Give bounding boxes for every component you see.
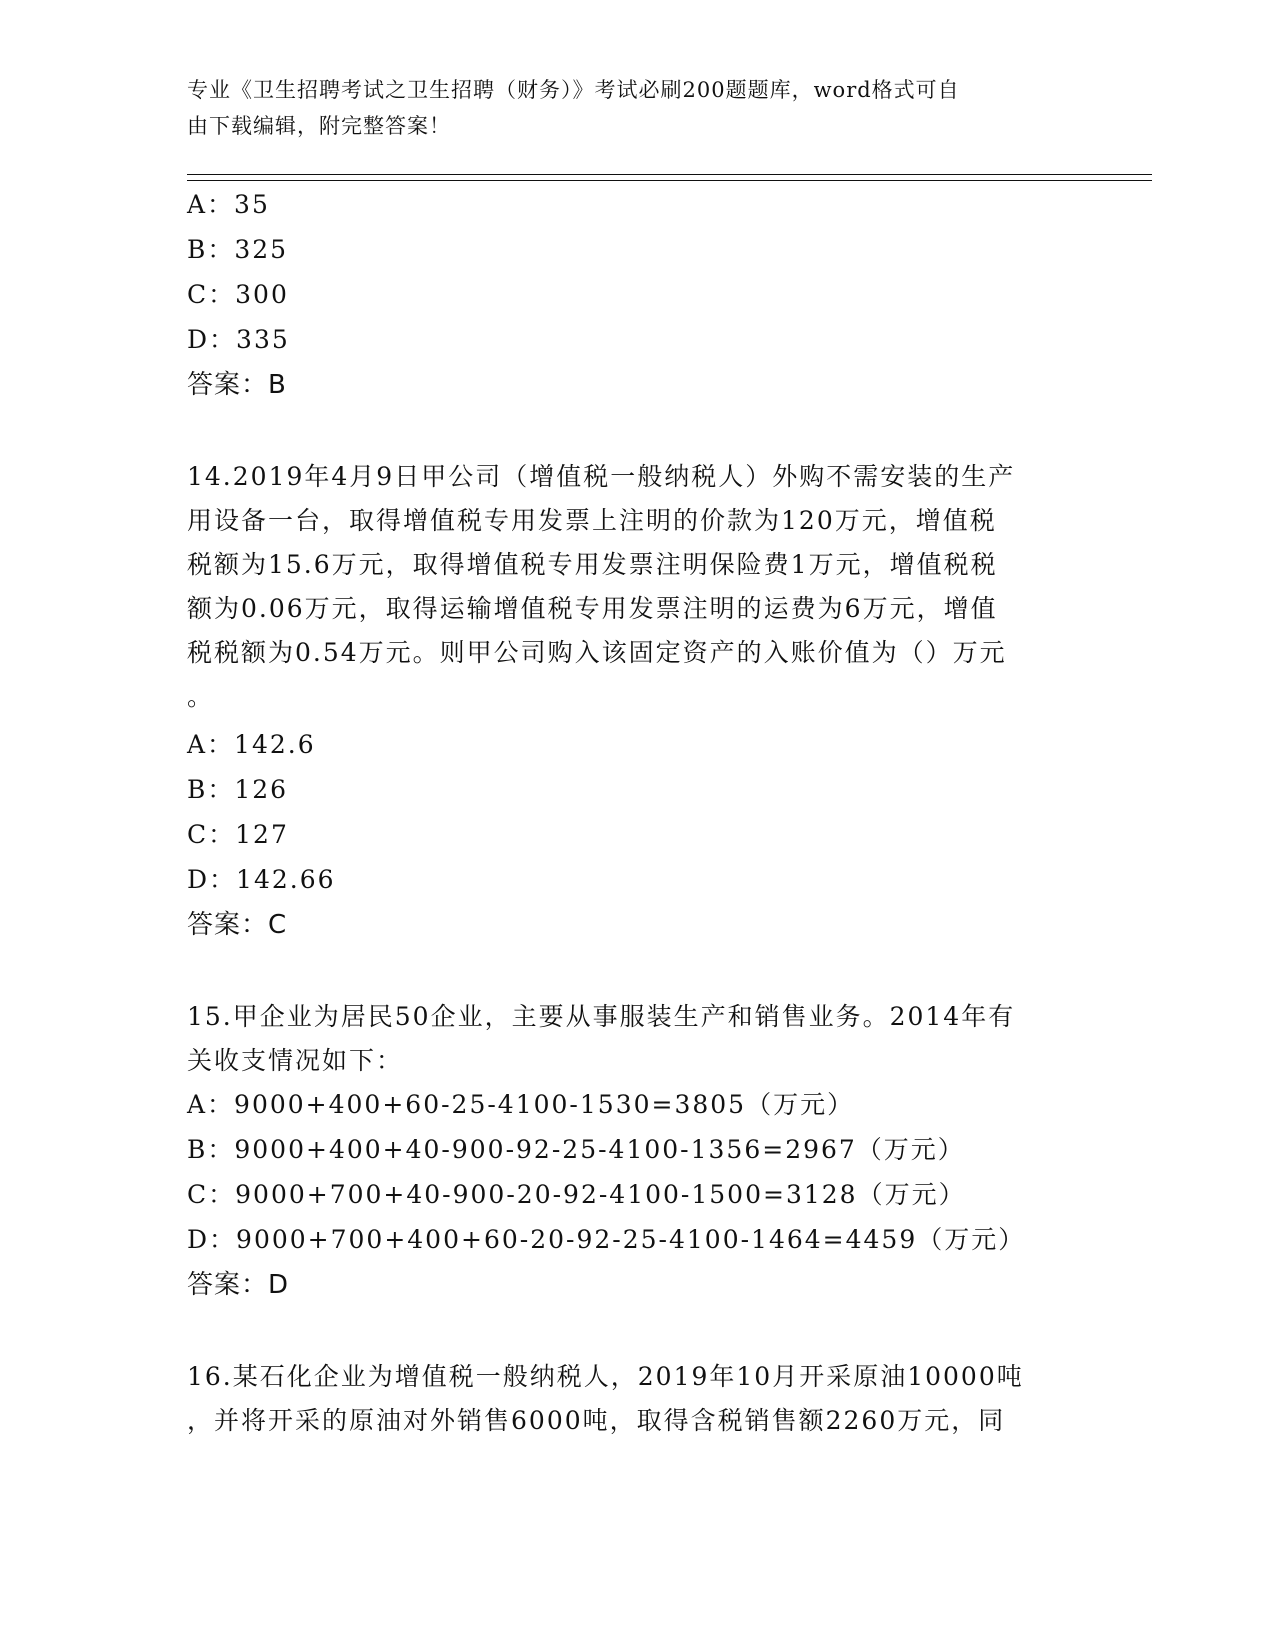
q15-option-b: B：9000+400+40-900-92-25-4100-1356=2967（万元） bbox=[187, 1135, 965, 1164]
q13-option-b: B：325 bbox=[187, 235, 289, 264]
header-line-1: 专业《卫生招聘考试之卫生招聘（财务）》考试必刷200题题库，word格式可自 bbox=[187, 78, 960, 102]
q14-option-c: C：127 bbox=[187, 820, 289, 849]
q15-option-a: A：9000+400+60-25-4100-1530=3805（万元） bbox=[187, 1090, 855, 1119]
q15-option-d: D：9000+700+400+60-20-92-25-4100-1464=4459（万元） bbox=[187, 1225, 1026, 1254]
q14-text-line-6: 。 bbox=[187, 682, 215, 711]
q14-answer: 答案：C bbox=[187, 910, 288, 940]
q13-option-a: A：35 bbox=[187, 190, 270, 219]
q15-answer: 答案：D bbox=[187, 1270, 290, 1300]
header-rule-top bbox=[187, 174, 1152, 175]
q16-text-line-2: ，并将开采的原油对外销售6000吨，取得含税销售额2260万元，同 bbox=[187, 1406, 1006, 1435]
q14-text-line-4: 额为0.06万元，取得运输增值税专用发票注明的运费为6万元，增值 bbox=[187, 594, 998, 623]
q14-option-b: B：126 bbox=[187, 775, 289, 804]
header-line-2: 由下载编辑，附完整答案！ bbox=[187, 114, 451, 138]
q14-text-line-1: 14.2019年4月9日甲公司（增值税一般纳税人）外购不需安装的生产 bbox=[187, 462, 1016, 491]
q13-answer: 答案：B bbox=[187, 370, 287, 400]
q14-text-line-3: 税额为15.6万元，取得增值税专用发票注明保险费1万元，增值税税 bbox=[187, 550, 998, 579]
q15-text-line-2: 关收支情况如下： bbox=[187, 1046, 404, 1075]
header-rule-bottom bbox=[187, 180, 1152, 181]
q14-text-line-2: 用设备一台，取得增值税专用发票上注明的价款为120万元，增值税 bbox=[187, 506, 997, 535]
q14-option-d: D：142.66 bbox=[187, 865, 336, 894]
q15-option-c: C：9000+700+40-900-20-92-4100-1500=3128（万元） bbox=[187, 1180, 966, 1209]
q15-text-line-1: 15.甲企业为居民50企业，主要从事服装生产和销售业务。2014年有 bbox=[187, 1002, 1016, 1031]
q14-text-line-5: 税税额为0.54万元。则甲公司购入该固定资产的入账价值为（）万元 bbox=[187, 638, 1007, 667]
q13-option-d: D：335 bbox=[187, 325, 290, 354]
document-header bbox=[187, 72, 1067, 144]
q16-text-line-1: 16.某石化企业为增值税一般纳税人，2019年10月开采原油10000吨 bbox=[187, 1362, 1024, 1391]
q14-option-a: A：142.6 bbox=[187, 730, 316, 759]
q13-option-c: C：300 bbox=[187, 280, 289, 309]
